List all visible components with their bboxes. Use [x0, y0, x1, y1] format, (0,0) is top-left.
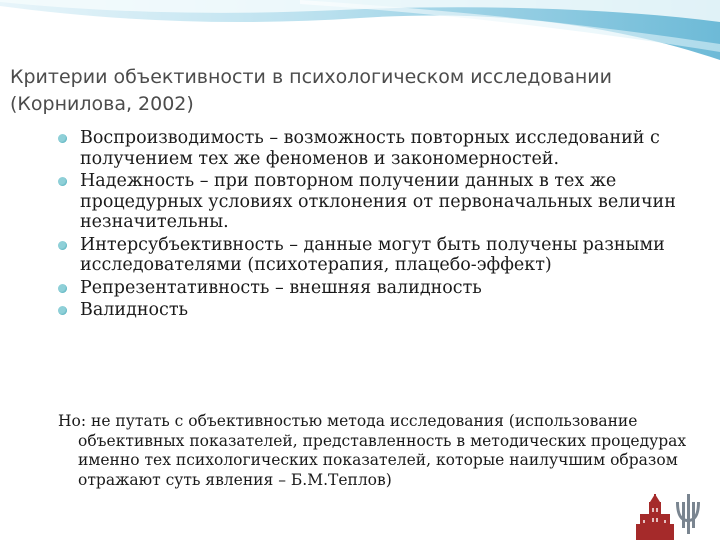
- bullet-text: Надежность – при повторном получении данных в тех же процедурных условиях отклонения от первоначальных величин незначительны.: [80, 171, 676, 232]
- note-paragraph: Но: не путать с объективностью метода исследования (использование объективных показателей, представленность в методических процедурах именно тех психологических показателей, которые наилучшим образом отражают суть явления – Б.М.Теплов): [58, 412, 687, 489]
- bullet-dot-icon: [58, 177, 67, 186]
- slide-title: Критерии объективности в психологическом исследовании (Корнилова, 2002): [10, 66, 612, 115]
- bullet-list: [58, 128, 698, 323]
- university-logo-icon: [636, 488, 716, 540]
- bullet-text: Валидность: [80, 300, 189, 320]
- bullet-dot-icon: [58, 284, 67, 293]
- bullet-item: [58, 171, 698, 233]
- bullet-item: [58, 128, 698, 169]
- bullet-item: [58, 235, 698, 276]
- bullet-item: [58, 300, 698, 321]
- bullet-text: Воспроизводимость – возможность повторных исследований с получением тех же феноменов и закономерностей.: [80, 128, 660, 169]
- bullet-item: [58, 278, 698, 299]
- bullet-text: Репрезентативность – внешняя валидность: [80, 277, 482, 298]
- header-wave-decoration: [0, 0, 720, 60]
- bullet-dot-icon: [58, 306, 67, 315]
- bullet-text: Интерсубъективность – данные могут быть получены разными исследователями (психотерапия, плацебо-эффект): [80, 234, 665, 275]
- bullet-dot-icon: [58, 134, 67, 143]
- bullet-dot-icon: [58, 241, 67, 250]
